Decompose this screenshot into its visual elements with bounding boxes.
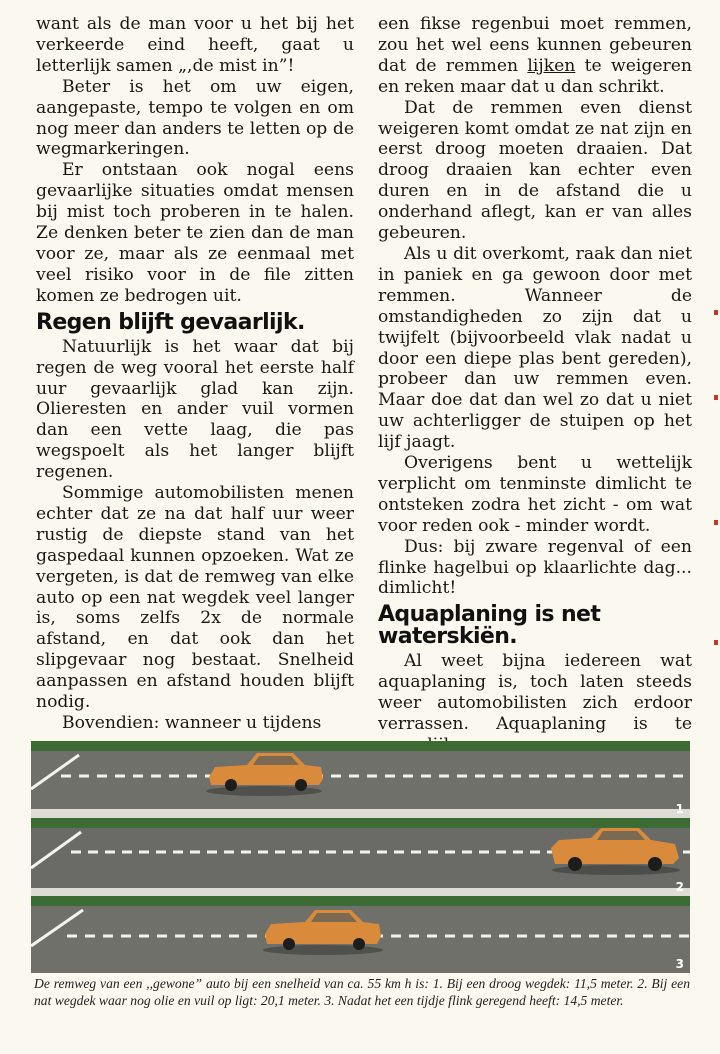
page-edge-mark bbox=[714, 520, 718, 525]
paragraph: Beter is het om uw eigen, aangepaste, tempo te volgen en om nog meer dan anders te letten op de wegmarkeringen. bbox=[36, 76, 354, 160]
braking-distance-photos bbox=[31, 741, 690, 973]
paragraph: Overigens bent u wettelijk verplicht om tenminste dimlicht te ontsteken zodra het zicht - om wat voor reden ook - minder wordt. bbox=[378, 453, 692, 536]
paragraph: Al weet bijna iedereen wat aquaplaning is, toch laten steeds weer automobilisten zich erdoor verrassen. Aquaplaning is te bbox=[378, 651, 692, 735]
underlined-word: lijken bbox=[527, 55, 576, 76]
road-photo bbox=[31, 818, 690, 896]
photo-number: 2 bbox=[675, 880, 684, 894]
section-heading-aquaplaning: Aquaplaning is net waterskiën. bbox=[378, 602, 601, 650]
photo-panel-3 bbox=[31, 896, 690, 973]
page-edge-mark bbox=[714, 310, 718, 315]
left-column bbox=[36, 14, 354, 734]
section-heading-rain: Regen blijft gevaarlijk. bbox=[36, 309, 305, 335]
road-photo bbox=[31, 741, 690, 818]
paragraph: Natuurlijk is het waar dat bij regen de weg vooral het eerste half uur gevaarlijk glad kan zijn. Olieresten en ander vuil vormen dan een vette laag, die pas wegspoelt als het langer blijft regenen. bbox=[36, 336, 354, 483]
photo-caption: De remweg van een ,,gewone” auto bij een snelheid van ca. 55 km h is: 1. Bij een droog wegdek: 11,5 meter. 2. Bij een nat wegdek waar nog olie en vuil op ligt: 20,1 meter. 3. Nadat het een tijdje flink geregend heeft: 14,5 meter. bbox=[34, 976, 690, 1009]
photo-panel-2 bbox=[31, 818, 690, 896]
right-column bbox=[378, 14, 692, 756]
paragraph: Sommige automobilisten menen echter dat ze na dat half uur weer rustig de diepste stand van het gaspedaal kunnen opzoeken. Wat ze vergeten, is dat de remweg van elke auto op een nat wegdek veel langer is, soms zelfs 2x de normale afstand, en dat ook dan het slipgevaar nog bestaat. Snelheid aanpassen en afstand houden blijft nodig. bbox=[36, 483, 354, 713]
photo-panel-1 bbox=[31, 741, 690, 818]
page-edge-mark bbox=[714, 640, 718, 645]
photo-number: 3 bbox=[675, 957, 684, 971]
paragraph: Bovendien: wanneer u tijdens bbox=[62, 713, 322, 733]
text-span: te weigeren en reken maar dat u dan schrikt. bbox=[378, 55, 692, 97]
paragraph: Er ontstaan ook nogal eens gevaarlijke situaties omdat mensen bij mist toch proberen in te halen. Ze denken beter te zien dan de man voor ze, maar als ze eenmaal met veel risiko voor in de file zitten komen ze bedrogen uit. bbox=[36, 160, 354, 306]
paragraph bbox=[378, 14, 692, 98]
paragraph: want als de man voor u het bij het verkeerde eind heeft, gaat u letterlijk samen „,de mist in”! bbox=[36, 14, 354, 76]
paragraph: Als u dit overkomt, raak dan niet in paniek en ga gewoon door met remmen. Wanneer de omstandigheden zo zijn dat u twijfelt (bijvoorbeeld vlak nadat u door een diepe plas bent gereden), probeer dan uw remmen even. Maar doe dat dan wel zo dat u niet uw achterligger de stuipen op het lijf jaagt. bbox=[378, 243, 692, 453]
text-span: een fikse regenbui moet remmen, zou het wel eens kunnen gebeuren dat de remmen bbox=[378, 14, 692, 76]
road-photo bbox=[31, 896, 690, 973]
page-edge-mark bbox=[714, 395, 718, 400]
paragraph: Dus: bij zware regenval of een flinke hagelbui op klaarlichte dag... dimlicht! bbox=[378, 536, 692, 599]
paragraph: Dat de remmen even dienst weigeren komt omdat ze nat zijn en eerst droog moeten draaien. Dat droog draaien kan echter even duren en in de afstand die u onderhand aflegt, kan er van alles gebeuren. bbox=[378, 97, 692, 244]
photo-number: 1 bbox=[675, 802, 684, 816]
